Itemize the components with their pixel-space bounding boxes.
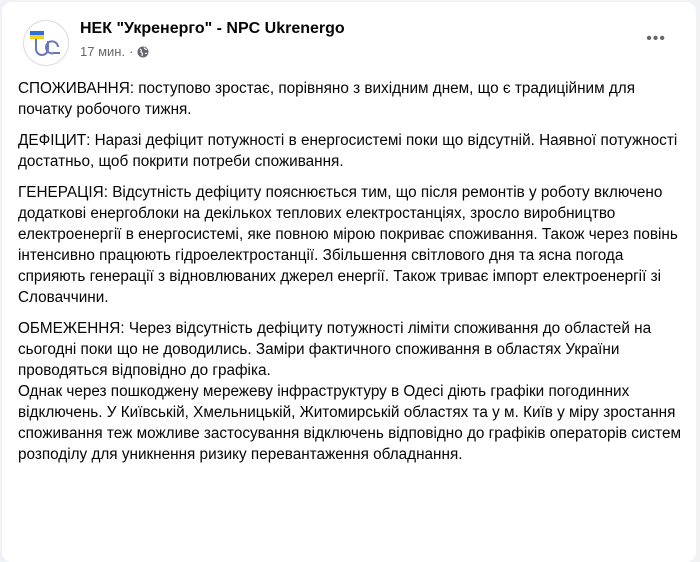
post-body bbox=[18, 78, 686, 475]
paragraph-consumption: СПОЖИВАННЯ: поступово зростає, порівняно з вихідним днем, що є традиційним для початку робочого тижня. bbox=[18, 80, 635, 118]
author-name[interactable]: НЕК "Укренерго" - NPC Ukrenergo bbox=[80, 20, 345, 37]
more-options-button[interactable]: ••• bbox=[646, 30, 666, 47]
ukrenergo-logo-icon bbox=[24, 21, 68, 65]
paragraph-restrictions: ОБМЕЖЕННЯ: Через відсутність дефіциту потужності ліміти споживання до областей на сьогодні поки що не доводились. Заміри фактичного споживання в областях України проводяться відповідно до графіка. bbox=[18, 320, 652, 379]
paragraph-outages: Однак через пошкоджену мережеву інфраструктуру в Одесі діють графіки погодинних відключень. У Київській, Хмельницькій, Житомирській областях та у м. Київ у міру зростання споживання теж можливе застосування відключень відповідно до графіків операторів систем розподілу для уникнення ризику перевантаження обладнання. bbox=[18, 383, 682, 463]
post-time[interactable]: 17 мин. bbox=[80, 44, 126, 59]
paragraph-generation: ГЕНЕРАЦІЯ: Відсутність дефіциту пояснюється тим, що після ремонтів у роботу включено додаткові енергоблоки на декількох теплових електростанціях, зросло виробництво електроенергії в енергосистемі, яке повною мірою покриває споживання. Також через повінь інтенсивно працюють гідроелектростанції. Збільшення світлового дня та ясна погода сприяють генерації з відновлюваних джерел енергії. Також триває імпорт електроенергії зі Словаччини. bbox=[18, 184, 678, 306]
post-card bbox=[2, 2, 696, 562]
post-meta bbox=[80, 44, 149, 59]
paragraph-deficit: ДЕФІЦИТ: Наразі дефіцит потужності в енергосистемі поки що відсутній. Наявної потужності достатньо, щоб покрити потреби споживання. bbox=[18, 132, 678, 170]
separator: · bbox=[129, 44, 134, 59]
globe-icon bbox=[137, 46, 149, 58]
page-avatar[interactable] bbox=[23, 20, 69, 66]
